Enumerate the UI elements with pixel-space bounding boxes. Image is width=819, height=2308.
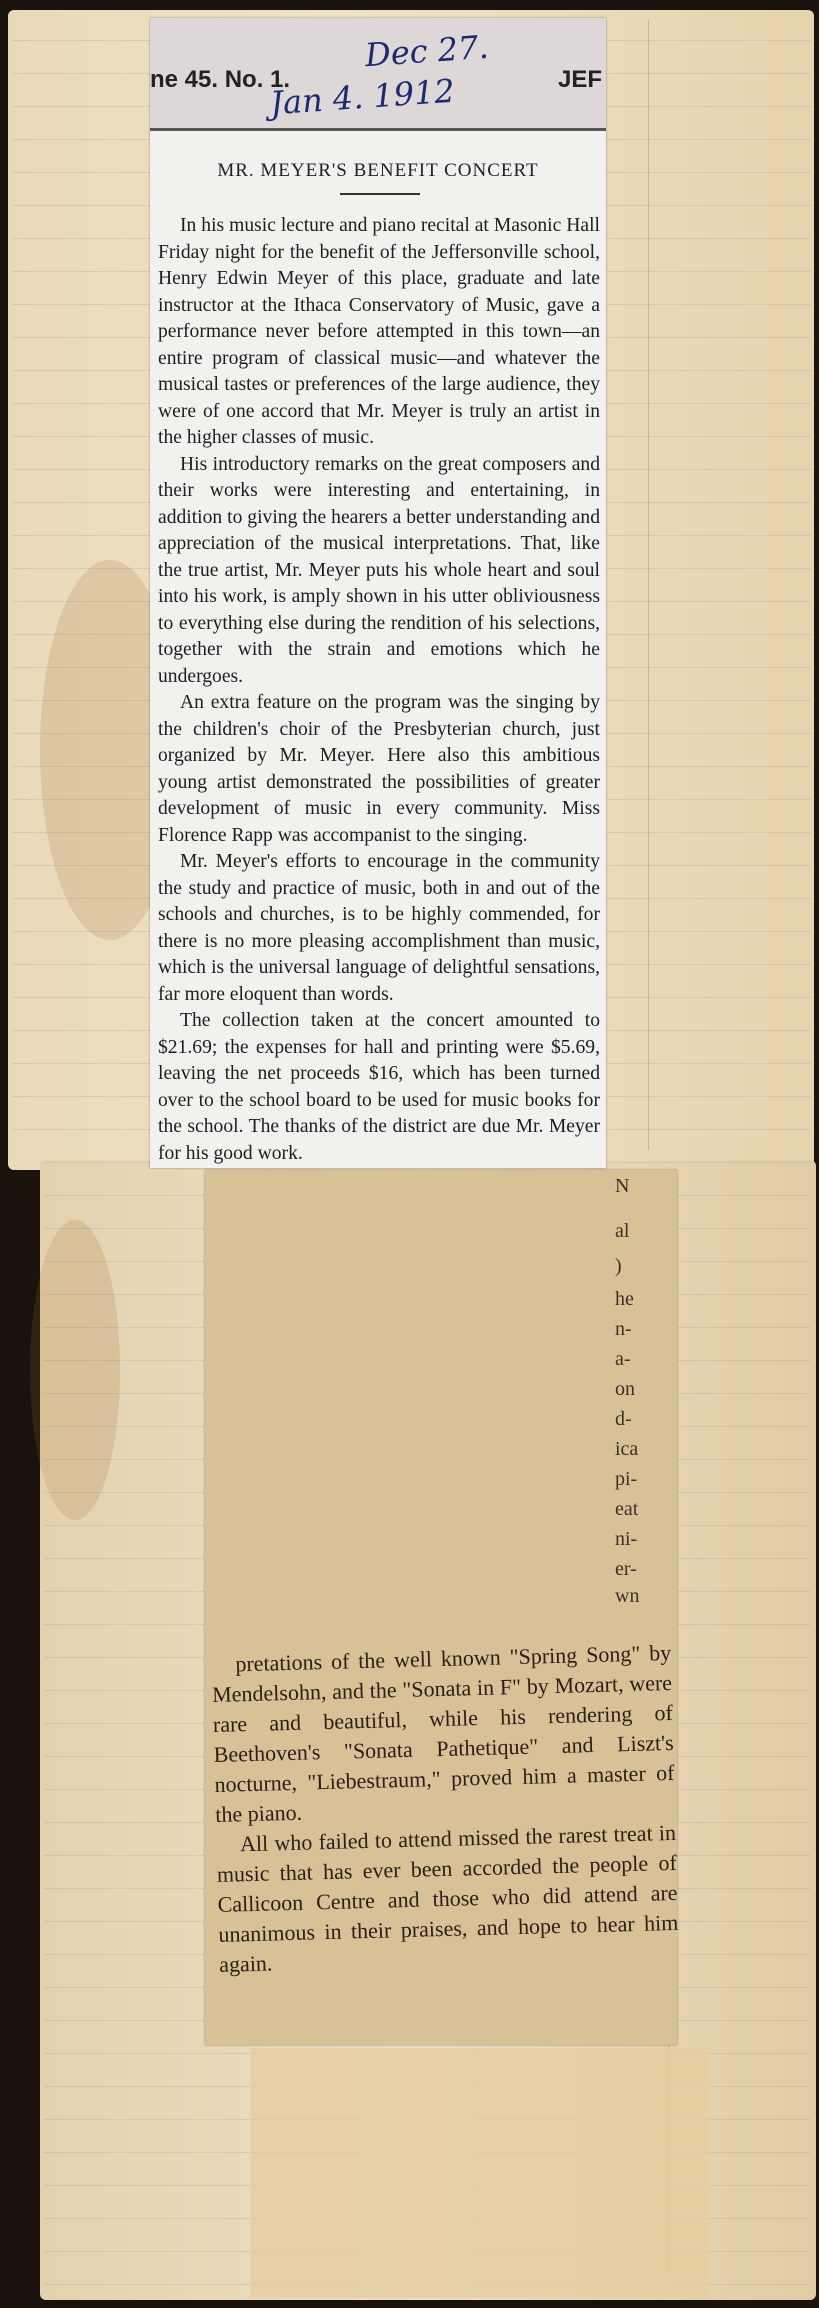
article-body	[158, 213, 600, 1167]
side-fragment: wn	[615, 1585, 640, 1607]
side-fragment: )	[615, 1255, 622, 1277]
old-clipping	[205, 1170, 677, 2045]
old-paragraph: pretations of the well known "Spring Song" by Mendelsohn, and the "Sonata in F" by Mozart, were rare and beautiful, while his rendering of Beethoven's "Sonata Pathetique" and Liszt's nocturne, "Liebestraum," proved him a master of the piano.	[211, 1639, 675, 1827]
masthead-paper-name: JEF	[557, 66, 602, 93]
article-paragraph: In his music lecture and piano recital at Masonic Hall Friday night for the benefit of the Jeffersonville school, Henry Edwin Meyer of this place, graduate and late instructor at the Ithaca Conservatory of Music, gave a performance never before attempted in this town—an entire program of classical music—and whatever the musical tastes or preferences of the large audience, they were of one accord that Mr. Meyer is truly an artist in the higher classes of music.	[158, 215, 600, 448]
side-fragment: a-	[615, 1348, 631, 1370]
side-fragment: ica	[615, 1438, 639, 1460]
article-paragraph: His introductory remarks on the great composers and their works were interesting and entertaining, in addition to giving the hearers a better understanding and appreciation of the musical interpretations. That, like the true artist, Mr. Meyer puts his whole heart and soul into his work, is amply shown in his utter obliviousness to everything else during the rendition of his selections, together with the strain and emotions which he undergoes.	[158, 453, 600, 687]
main-clipping	[150, 18, 606, 1168]
side-fragment: al	[615, 1220, 630, 1242]
article-paragraph: An extra feature on the program was the singing by the children's choir of the Presbyterian church, just organized by Mr. Meyer. Here also this ambitious young artist demonstrated the possibilities of greater development of music in every community. Miss Florence Rapp was accompanist to the singing.	[158, 692, 600, 846]
side-fragment: on	[615, 1378, 635, 1400]
article-headline: MR. MEYER'S BENEFIT CONCERT	[217, 160, 539, 181]
handwritten-date-1: Dec 27.	[363, 27, 490, 75]
page-stain	[30, 1220, 120, 1520]
old-clipping-text	[211, 1638, 679, 1980]
masthead-issue: ne 45. No. 1.	[150, 66, 291, 93]
pasted-paper-tab	[250, 2048, 710, 2298]
side-fragment: er-	[615, 1558, 637, 1580]
article-paragraph: Mr. Meyer's efforts to encourage in the community the study and practice of music, both in and out of the schools and churches, is to be highly commended, for there is no more pleasing accomplishment than music, which is the universal language of delightful sensations, far more eloquent than words.	[158, 851, 600, 1005]
side-fragment: n-	[615, 1318, 632, 1340]
side-fragment: pi-	[615, 1468, 638, 1490]
margin-line-upper	[648, 20, 649, 1150]
handwritten-date-2: Jan 4. 1912	[268, 71, 456, 123]
side-fragment: ni-	[615, 1528, 638, 1550]
side-fragment: he	[615, 1288, 634, 1310]
old-paragraph: All who failed to attend missed the rarest treat in music that has ever been accorded the people of Callicoon Centre and those who did attend are unanimous in their praises, and hope to hear him again.	[216, 1819, 679, 1977]
masthead	[150, 18, 606, 131]
article-paragraph: The collection taken at the concert amounted to $21.69; the expenses for hall and printing were $5.69, leaving the net proceeds $16, which has been turned over to the school board to be used for music books for the school. The thanks of the district are due Mr. Meyer for his good work.	[158, 1010, 600, 1164]
side-fragment: N	[615, 1175, 630, 1197]
side-fragment: d-	[615, 1408, 632, 1430]
headline-rule	[340, 193, 420, 195]
side-fragment: eat	[615, 1498, 639, 1520]
